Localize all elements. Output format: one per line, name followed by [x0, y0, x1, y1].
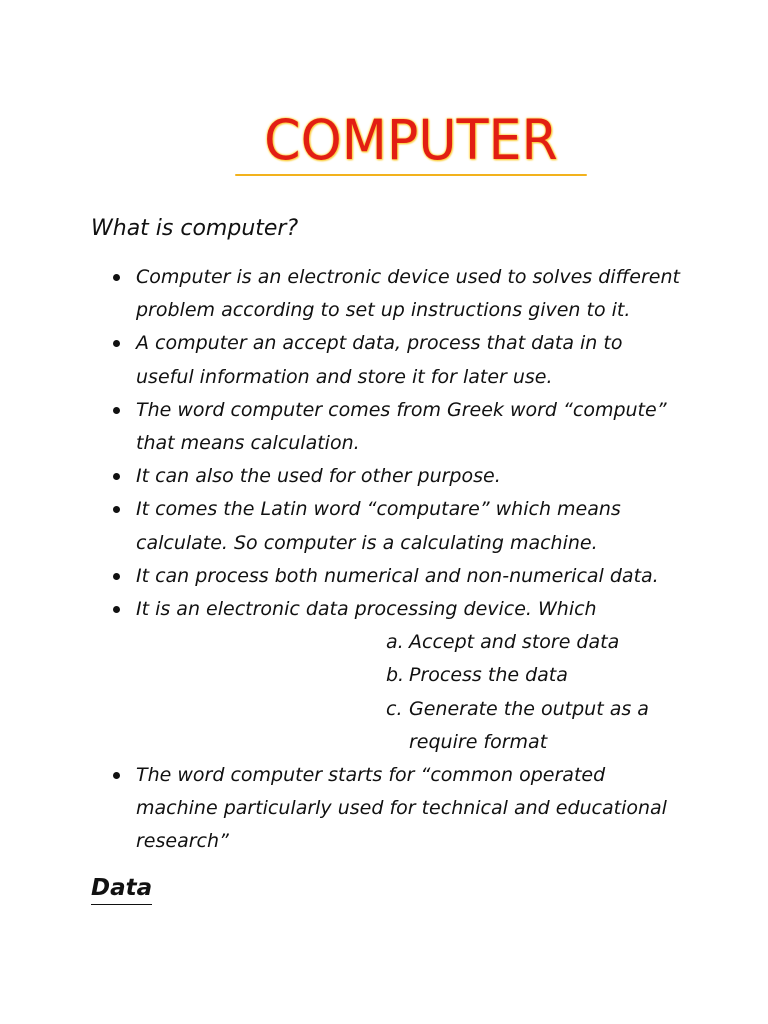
bullet-line: It is an electronic data processing device. Which: [136, 598, 597, 621]
bullet-dot-icon: [113, 506, 120, 513]
bullet-item: [0, 460, 768, 493]
bullet-item: [0, 493, 768, 559]
bullet-list: [0, 261, 768, 859]
sub-item-letter: a.: [386, 631, 404, 654]
bullet-item: [0, 593, 768, 759]
section-heading-data: Data: [91, 872, 152, 905]
sub-list-item: [386, 626, 678, 659]
bullet-line: research”: [136, 830, 229, 853]
bullet-line: A computer an accept data, process that data in to: [136, 332, 623, 355]
bullet-line: Computer is an electronic device used to solves different: [136, 266, 680, 288]
bullet-item: [0, 560, 768, 593]
bullet-dot-icon: [113, 772, 120, 779]
bullet-line: It comes the Latin word “computare” which means: [136, 498, 621, 521]
bullet-dot-icon: [113, 274, 120, 281]
sub-item-continuation: require format: [409, 730, 548, 753]
sub-list-item: [386, 693, 678, 759]
bullet-item: [0, 394, 768, 460]
bullet-line: useful information and store it for later use.: [136, 365, 553, 388]
sub-list: [136, 626, 678, 759]
sub-list-item: [386, 659, 678, 692]
bullet-dot-icon: [113, 606, 120, 613]
sub-item-text: Generate the output as a: [409, 697, 649, 720]
sub-item-text: Accept and store data: [409, 631, 620, 654]
bullet-item: [0, 327, 768, 393]
bullet-line: It can also the used for other purpose.: [136, 465, 501, 488]
bullet-line: machine particularly used for technical and educational: [136, 797, 667, 820]
bullet-dot-icon: [113, 407, 120, 414]
bullet-line: that means calculation.: [136, 432, 360, 455]
sub-item-letter: b.: [386, 664, 405, 687]
question-heading: What is computer?: [91, 216, 299, 241]
bullet-dot-icon: [113, 473, 120, 480]
bullet-line: The word computer comes from Greek word “compute”: [136, 398, 667, 421]
bullet-line: It can process both numerical and non-numerical data.: [136, 564, 659, 587]
sub-item-text: Process the data: [409, 664, 568, 687]
bullet-dot-icon: [113, 573, 120, 580]
bullet-line: calculate. So computer is a calculating machine.: [136, 531, 598, 554]
bullet-line: problem according to set up instructions given to it.: [136, 299, 631, 322]
document-title: COMPUTER: [235, 108, 587, 176]
bullet-item: [0, 261, 768, 327]
sub-item-letter: c.: [386, 697, 403, 720]
bullet-item: [0, 759, 768, 859]
bullet-line: The word computer starts for “common operated: [136, 764, 606, 787]
bullet-dot-icon: [113, 340, 120, 347]
